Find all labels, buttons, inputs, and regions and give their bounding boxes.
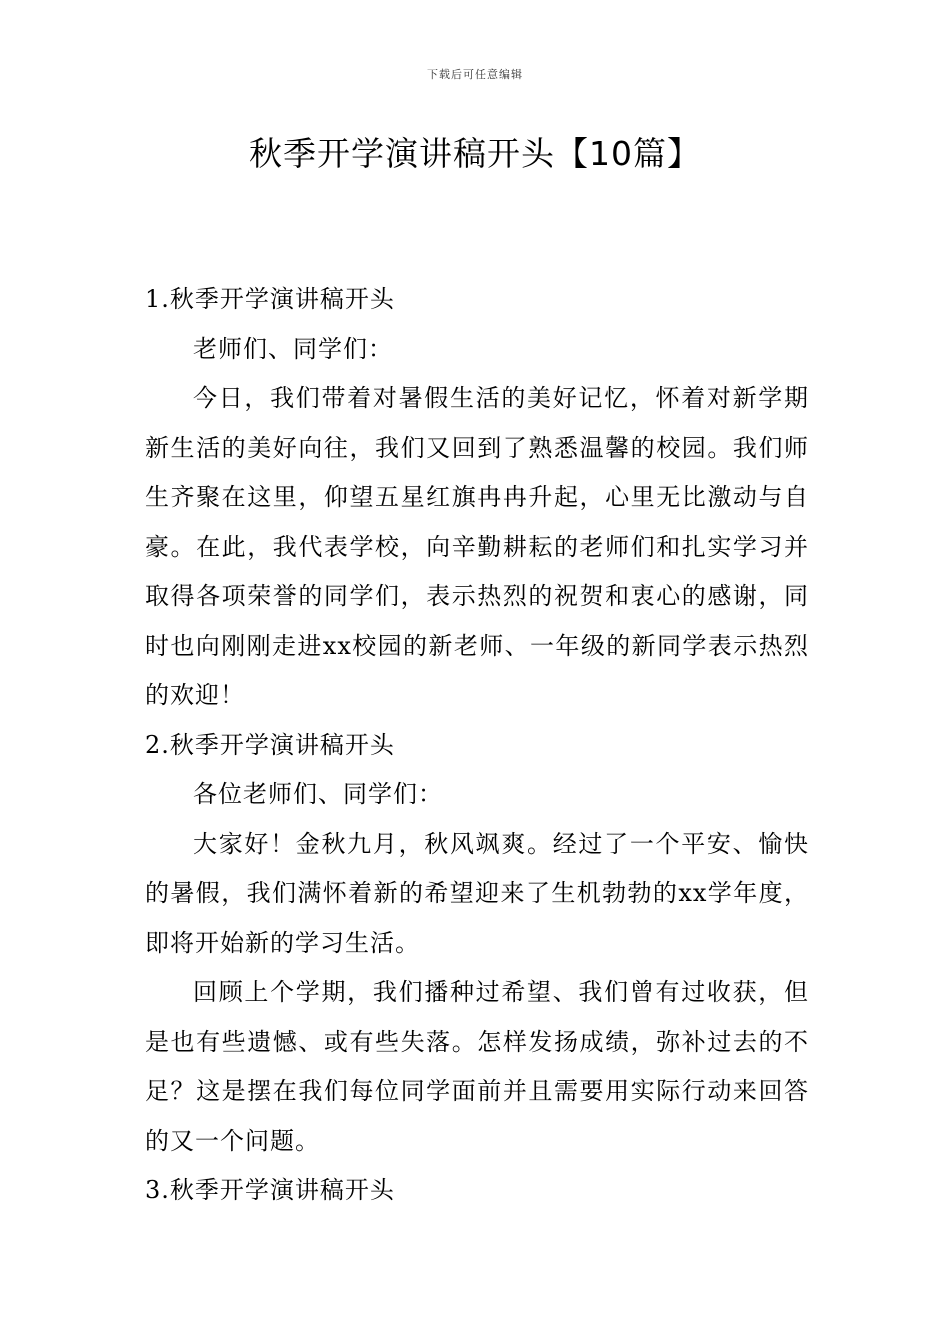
section-1-salutation: 老师们、同学们： [193,334,393,363]
section-1-paragraph: 今日，我们带着对暑假生活的美好记忆，怀着对新学期新生活的美好向往，我们又回到了熟悉温馨的校园。我们师生齐聚在这里，仰望五星红旗冉冉升起，心里无比激动与自豪。在此，我代表学校，向辛勤耕耘的老师们和扎实学习并取得各项荣誉的同学们，表示热烈的祝贺和衷心的感谢，同时也向刚刚走进xx校园的新老师、一年级的新同学表示热烈的欢迎！ [145,384,809,709]
document-title: 秋季开学演讲稿开头【10篇】 [249,134,701,173]
document-body [145,275,809,1216]
section-heading-3: 3.秋季开学演讲稿开头 [145,1176,395,1204]
section-2-paragraph-1: 大家好！金秋九月，秋风飒爽。经过了一个平安、愉快的暑假，我们满怀着新的希望迎来了生机勃勃的xx学年度，即将开始新的学习生活。 [145,829,809,957]
section-heading-1: 1.秋季开学演讲稿开头 [145,285,395,313]
section-heading-2: 2.秋季开学演讲稿开头 [145,730,395,759]
header-note: 下载后可任意编辑 [427,68,523,81]
section-2-paragraph-2: 回顾上个学期，我们播种过希望、我们曾有过收获，但是也有些遗憾、或有些失落。怎样发扬成绩，弥补过去的不足？这是摆在我们每位同学面前并且需要用实际行动来回答的又一个问题。 [145,978,809,1155]
section-2-salutation: 各位老师们、同学们： [193,780,443,808]
